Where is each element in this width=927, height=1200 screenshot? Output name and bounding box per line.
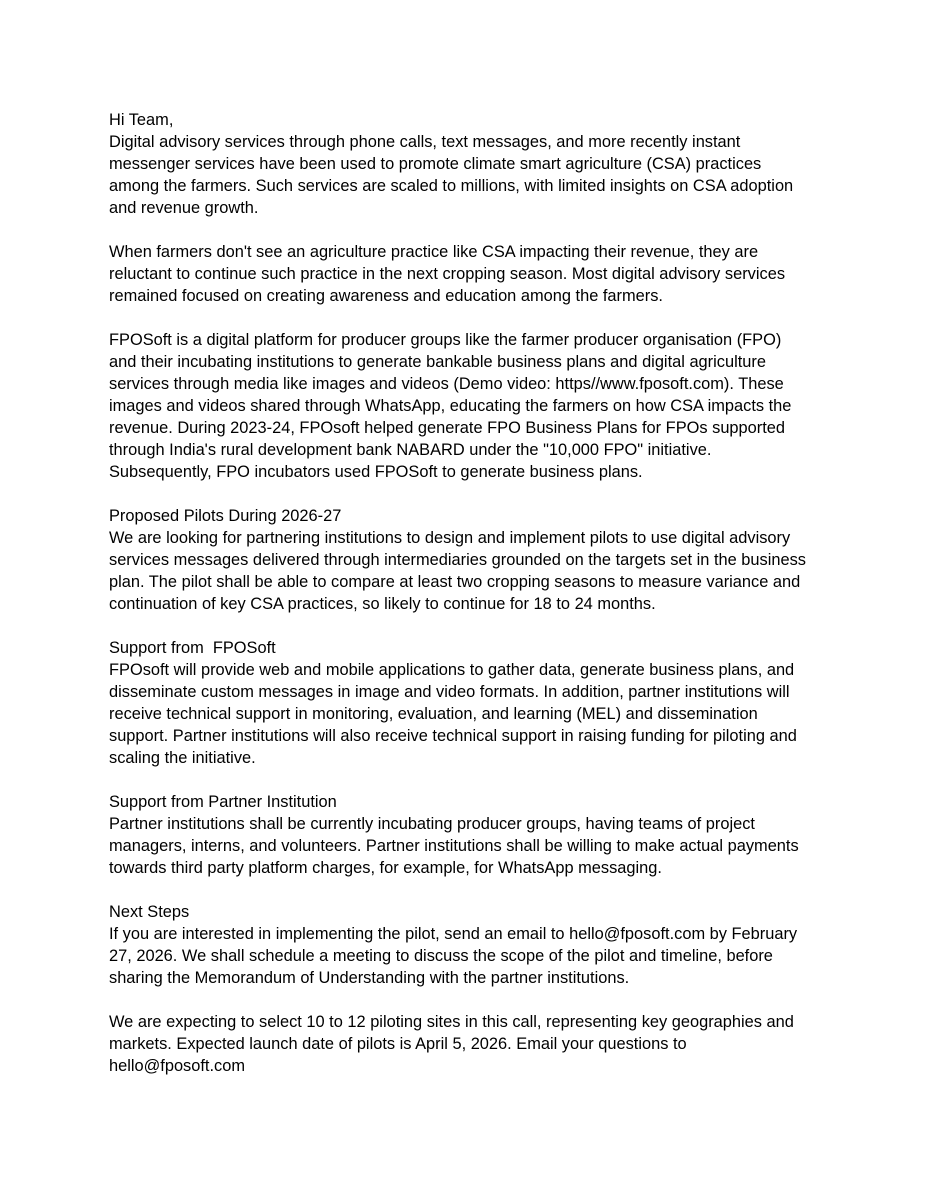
next-steps-section <box>109 901 829 989</box>
about-paragraph <box>109 329 829 483</box>
problem-line: When farmers don't see an agriculture practice like CSA impacting their revenue, they are <box>109 243 759 261</box>
support-partner-line: managers, interns, and volunteers. Partner institutions shall be willing to make actual payments <box>109 837 799 855</box>
paragraph-spacer <box>109 307 829 329</box>
closing-line: markets. Expected launch date of pilots is April 5, 2026. Email your questions to <box>109 1035 687 1053</box>
next-steps-line: 27, 2026. We shall schedule a meeting to discuss the scope of the pilot and timeline, before <box>109 947 773 965</box>
greeting: Hi Team, <box>109 111 174 129</box>
support-fposoft-line: receive technical support in monitoring, evaluation, and learning (MEL) and dissemination <box>109 705 758 723</box>
paragraph-spacer <box>109 769 829 791</box>
pilots-line: services messages delivered through intermediaries grounded on the targets set in the business <box>109 551 806 569</box>
intro-paragraph <box>109 131 829 219</box>
about-line: revenue. During 2023-24, FPOsoft helped generate FPO Business Plans for FPOs supported <box>109 419 786 437</box>
section-heading: Proposed Pilots During 2026-27 <box>109 507 342 525</box>
next-steps-line: If you are interested in implementing the pilot, send an email to hello@fposoft.com by February <box>109 925 798 943</box>
section-heading: Next Steps <box>109 903 190 921</box>
support-fposoft-line: disseminate custom messages in image and video formats. In addition, partner institutions will <box>109 683 790 701</box>
pilots-line: continuation of key CSA practices, so likely to continue for 18 to 24 months. <box>109 595 656 613</box>
section-heading: Support from Partner Institution <box>109 793 337 811</box>
closing-email-line: hello@fposoft.com <box>109 1057 245 1075</box>
section-heading: Support from FPOSoft <box>109 639 276 657</box>
paragraph-spacer <box>109 615 829 637</box>
about-line: services through media like images and videos (Demo video: https//www.fposoft.com). These <box>109 375 784 393</box>
problem-line: reluctant to continue such practice in the next cropping season. Most digital advisory services <box>109 265 786 283</box>
intro-line: and revenue growth. <box>109 199 259 217</box>
intro-line: messenger services have been used to promote climate smart agriculture (CSA) practices <box>109 155 762 173</box>
about-line: FPOSoft is a digital platform for producer groups like the farmer producer organisation (FPO) <box>109 331 782 349</box>
problem-line: remained focused on creating awareness and education among the farmers. <box>109 287 663 305</box>
pilots-line: plan. The pilot shall be able to compare at least two cropping seasons to measure variance and <box>109 573 801 591</box>
about-line: Subsequently, FPO incubators used FPOSoft to generate business plans. <box>109 463 643 481</box>
closing-paragraph <box>109 1011 829 1077</box>
support-fposoft-line: scaling the initiative. <box>109 749 256 767</box>
intro-line: among the farmers. Such services are scaled to millions, with limited insights on CSA adoption <box>109 177 794 195</box>
support-partner-line: Partner institutions shall be currently incubating producer groups, having teams of project <box>109 815 755 833</box>
support-fposoft-line: support. Partner institutions will also receive technical support in raising funding for piloting and <box>109 727 797 745</box>
about-line: through India's rural development bank NABARD under the "10,000 FPO" initiative. <box>109 441 712 459</box>
paragraph-spacer <box>109 483 829 505</box>
about-line: and their incubating institutions to generate bankable business plans and digital agriculture <box>109 353 766 371</box>
paragraph-spacer <box>109 879 829 901</box>
document-page <box>109 109 829 1077</box>
about-line: images and videos shared through WhatsApp, educating the farmers on how CSA impacts the <box>109 397 792 415</box>
problem-paragraph <box>109 241 829 307</box>
pilots-line: We are looking for partnering institutions to design and implement pilots to use digital advisory <box>109 529 791 547</box>
support-partner-section <box>109 791 829 879</box>
support-fposoft-section <box>109 637 829 769</box>
closing-line: We are expecting to select 10 to 12 piloting sites in this call, representing key geographies and <box>109 1013 794 1031</box>
pilots-section <box>109 505 829 615</box>
support-partner-line: towards third party platform charges, for example, for WhatsApp messaging. <box>109 859 662 877</box>
support-fposoft-line: FPOsoft will provide web and mobile applications to gather data, generate business plans, and <box>109 661 795 679</box>
intro-line: Digital advisory services through phone calls, text messages, and more recently instant <box>109 133 741 151</box>
paragraph-spacer <box>109 989 829 1011</box>
next-steps-line: sharing the Memorandum of Understanding with the partner institutions. <box>109 969 630 987</box>
paragraph-spacer <box>109 219 829 241</box>
